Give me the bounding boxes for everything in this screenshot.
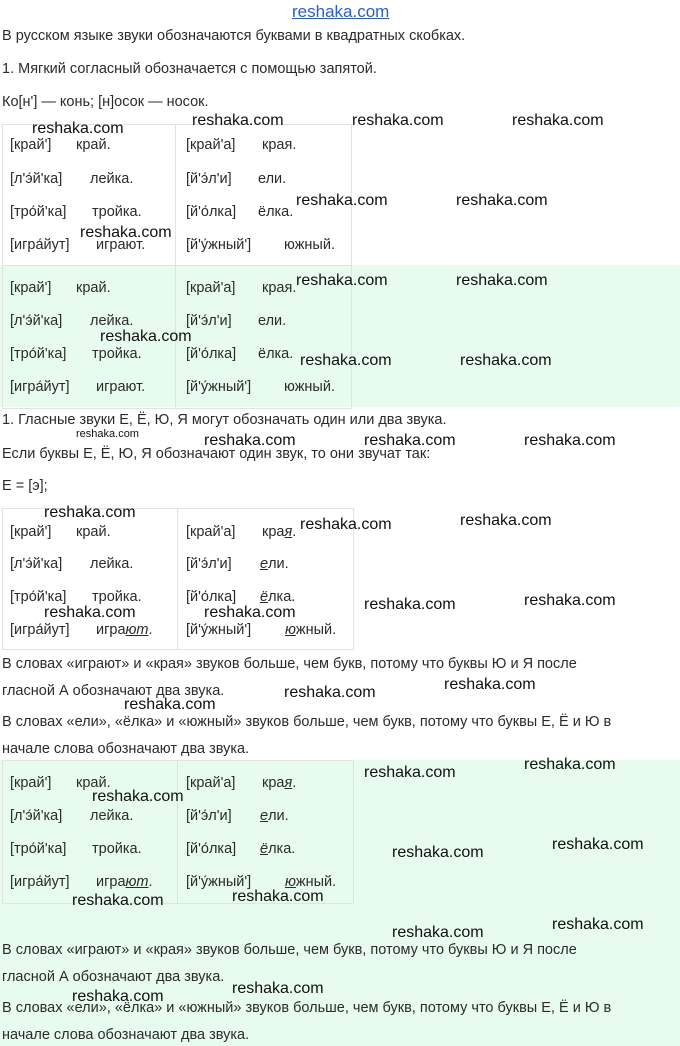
table-cell: [260, 589, 295, 605]
word-part: жный.: [295, 622, 337, 638]
table-cell: [96, 622, 153, 638]
watermark: reshaka.com: [76, 428, 139, 440]
watermark: reshaka.com: [392, 924, 484, 941]
table-cell: [й'о́лка]: [186, 841, 237, 857]
underlined-letter: ю: [285, 622, 296, 638]
word-part: игра: [96, 622, 126, 638]
table-cell: южный.: [284, 379, 335, 395]
intro-text: В русском языке звуки обозначаются буквами в квадратных скобках.: [2, 28, 466, 44]
table-cell: края.: [262, 280, 297, 296]
table-cell: [игра́йут]: [10, 379, 70, 395]
watermark: reshaka.com: [300, 352, 392, 369]
table-cell: [96, 874, 153, 890]
table-cell: ели.: [258, 171, 287, 187]
table-cell: тройка.: [92, 204, 142, 220]
table-cell: край.: [76, 775, 111, 791]
table-cell: [й'о́лка]: [186, 204, 237, 220]
underlined-letter: е: [260, 556, 269, 572]
table-cell: южный.: [284, 237, 335, 253]
table-cell: [262, 775, 296, 791]
explanation-1-line-2: гласной А обозначают два звука.: [2, 683, 225, 699]
watermark: reshaka.com: [44, 604, 136, 621]
table-cell: [й'у́жный']: [186, 622, 252, 638]
underlined-letter: ё: [260, 841, 269, 857]
watermark: reshaka.com: [192, 112, 284, 129]
table-cell: [л'э́й'ка]: [10, 171, 63, 187]
underlined-letter: е: [260, 808, 269, 824]
table-cell: [игра́йут]: [10, 237, 70, 253]
table-cell: [край']: [10, 280, 52, 296]
watermark: reshaka.com: [204, 432, 296, 449]
watermark: reshaka.com: [524, 432, 616, 449]
word-part: лка.: [268, 589, 296, 605]
watermark: reshaka.com: [460, 512, 552, 529]
word-part: лка.: [268, 841, 296, 857]
explanation-3-line-1: В словах «играют» и «края» звуков больше, чем букв, потому что буквы Ю и Я после: [2, 942, 577, 958]
watermark: reshaka.com: [72, 892, 164, 909]
watermark: reshaka.com: [72, 988, 164, 1005]
watermark: reshaka.com: [364, 596, 456, 613]
table-cell: [й'у́жный']: [186, 237, 252, 253]
table-cell: [260, 841, 295, 857]
word-part: ли.: [268, 808, 289, 824]
table-cell: [й'э́л'и]: [186, 808, 232, 824]
example-text: Ко[н'] — конь; [н]осок — носок.: [2, 94, 209, 110]
watermark: reshaka.com: [524, 756, 616, 773]
table-cell: ёлка.: [258, 346, 294, 362]
watermark: reshaka.com: [364, 764, 456, 781]
table-cell: играют.: [96, 379, 146, 395]
table-cell: [260, 556, 289, 572]
table-cell: лейка.: [90, 808, 134, 824]
table-cell: [край'а]: [186, 775, 236, 791]
table-cell: [й'э́л'и]: [186, 171, 232, 187]
watermark: reshaka.com: [296, 272, 388, 289]
watermark: reshaka.com: [512, 112, 604, 129]
table-cell: [игра́йут]: [10, 874, 70, 890]
underlined-letter: ю: [285, 874, 296, 890]
table-cell: тройка.: [92, 589, 142, 605]
table-cell: [л'э́й'ка]: [10, 556, 63, 572]
explanation-2-line-2: начале слова обозначают два звука.: [2, 741, 250, 757]
watermark: reshaka.com: [552, 916, 644, 933]
rule-soft-consonant: 1. Мягкий согласный обозначается с помощью запятой.: [2, 61, 377, 77]
explanation-2-line-1: В словах «ели», «ёлка» и «южный» звуков больше, чем букв, потому что буквы Е, Ё и Ю в: [2, 714, 612, 730]
watermark: reshaka.com: [296, 192, 388, 209]
watermark: reshaka.com: [456, 192, 548, 209]
table-cell: [тро́й'ка]: [10, 589, 67, 605]
table-cell: [л'э́й'ка]: [10, 808, 63, 824]
watermark: reshaka.com: [232, 980, 324, 997]
explanation-4-line-2: начале слова обозначают два звука.: [2, 1027, 250, 1043]
table-cell: [285, 622, 336, 638]
watermark: reshaka.com: [460, 352, 552, 369]
watermark: reshaka.com: [352, 112, 444, 129]
watermark: reshaka.com: [32, 120, 124, 137]
table-cell: край.: [76, 524, 111, 540]
watermark: reshaka.com: [300, 516, 392, 533]
watermark: reshaka.com: [204, 604, 296, 621]
explanation-3-line-2: гласной А обозначают два звука.: [2, 969, 225, 985]
table-cell: [край']: [10, 524, 52, 540]
word-part: .: [292, 775, 297, 791]
watermark: reshaka.com: [44, 504, 136, 521]
watermark: reshaka.com: [524, 592, 616, 609]
rule-one-sound: Если буквы Е, Ё, Ю, Я обозначают один звук, то они звучат так:: [2, 446, 431, 462]
table-cell: [260, 808, 289, 824]
table-cell: лейка.: [90, 313, 134, 329]
table-cell: [игра́йут]: [10, 622, 70, 638]
table-cell: [й'у́жный']: [186, 379, 252, 395]
word-part: кра: [262, 524, 285, 540]
watermark: reshaka.com: [92, 788, 184, 805]
table-cell: [тро́й'ка]: [10, 841, 67, 857]
table-cell: [тро́й'ка]: [10, 346, 67, 362]
watermark: reshaka.com: [284, 684, 376, 701]
table-cell: [край']: [10, 775, 52, 791]
table-cell: [й'э́л'и]: [186, 556, 232, 572]
table-cell: [край']: [10, 137, 52, 153]
watermark: reshaka.com: [552, 836, 644, 853]
table-cell: [й'э́л'и]: [186, 313, 232, 329]
table-cell: [край'а]: [186, 137, 236, 153]
underlined-letter: я: [284, 524, 293, 540]
watermark: reshaka.com: [124, 696, 216, 713]
table-cell: тройка.: [92, 346, 142, 362]
table-cell: [край'а]: [186, 280, 236, 296]
underlined-letter: ют: [125, 622, 149, 638]
underlined-letter: ё: [260, 589, 269, 605]
table-cell: играют.: [96, 237, 146, 253]
table-cell: ёлка.: [258, 204, 294, 220]
watermark: reshaka.com: [456, 272, 548, 289]
word-part: .: [148, 622, 153, 638]
word-part: кра: [262, 775, 285, 791]
table-cell: лейка.: [90, 556, 134, 572]
watermark: reshaka.com: [232, 888, 324, 905]
explanation-4-line-1: В словах «ели», «ёлка» и «южный» звуков больше, чем букв, потому что буквы Е, Ё и Ю в: [2, 1000, 612, 1016]
explanation-1-line-1: В словах «играют» и «края» звуков больше, чем букв, потому что буквы Ю и Я после: [2, 656, 577, 672]
table-cell: [тро́й'ка]: [10, 204, 67, 220]
watermark: reshaka.com: [80, 224, 172, 241]
table-cell: [262, 524, 296, 540]
table-cell: [й'у́жный']: [186, 874, 252, 890]
table-cell: [край'а]: [186, 524, 236, 540]
table-cell: [й'о́лка]: [186, 589, 237, 605]
site-link[interactable]: reshaka.com: [292, 2, 390, 21]
table-cell: край.: [76, 137, 111, 153]
e-equals: Е = [э];: [2, 478, 48, 494]
word-part: игра: [96, 874, 126, 890]
table-cell: края.: [262, 137, 297, 153]
word-part: .: [148, 874, 153, 890]
table-cell: [л'э́й'ка]: [10, 313, 63, 329]
watermark: reshaka.com: [364, 432, 456, 449]
underlined-letter: ют: [125, 874, 149, 890]
table-cell: ели.: [258, 313, 287, 329]
word-part: жный.: [295, 874, 337, 890]
table-cell: [й'о́лка]: [186, 346, 237, 362]
word-part: .: [292, 524, 297, 540]
watermark: reshaka.com: [444, 676, 536, 693]
table-cell: тройка.: [92, 841, 142, 857]
watermark: reshaka.com: [100, 328, 192, 345]
underlined-letter: я: [284, 775, 293, 791]
table-cell: край.: [76, 280, 111, 296]
watermark: reshaka.com: [392, 844, 484, 861]
table-cell: лейка.: [90, 171, 134, 187]
word-part: ли.: [268, 556, 289, 572]
rule-vowels: 1. Гласные звуки Е, Ё, Ю, Я могут обозначать один или два звука.: [2, 412, 447, 428]
